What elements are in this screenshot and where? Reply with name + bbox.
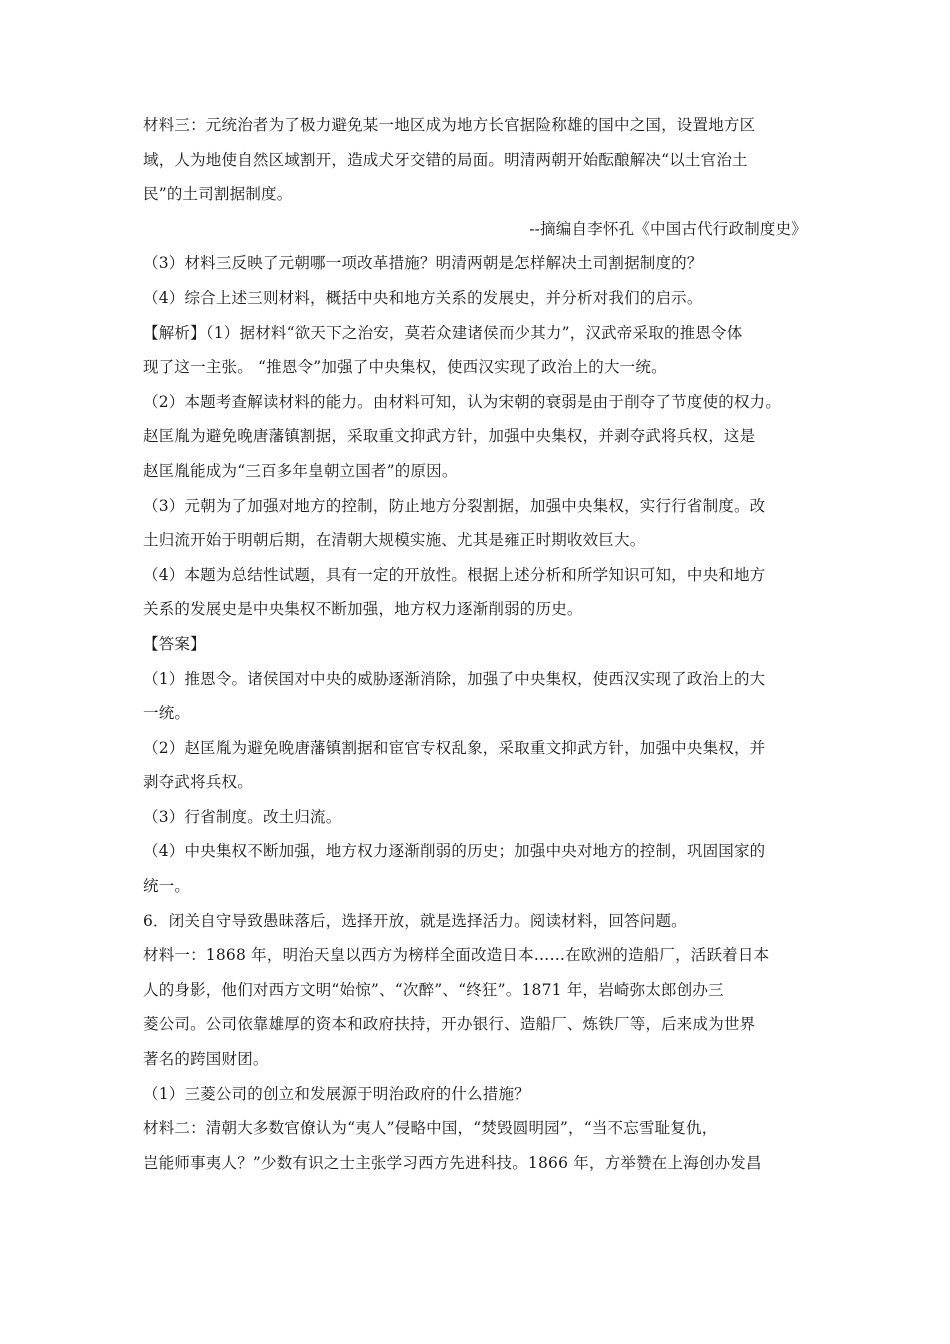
text-line: （4）综合上述三则材料，概括中央和地方关系的发展史，并分析对我们的启示。 (143, 288, 703, 307)
text-line: 【答案】 (143, 634, 206, 653)
text-line: 【解析】（1）据材料“欲天下之治安，莫若众建诸侯而少其力”，汉武帝采取的推恩令体 (143, 323, 743, 342)
document-body (143, 108, 807, 1180)
text-line: 剥夺武将兵权。 (143, 773, 253, 792)
text-line: 岂能师事夷人？”少数有识之士主张学习西方先进科技。1866 年，方举赞在上海创办发昌 (143, 1153, 762, 1172)
text-line: （4）本题为总结性试题，具有一定的开放性。根据上述分析和所学知识可知，中央和地方 (143, 565, 766, 584)
text-line: 统一。 (143, 877, 191, 896)
text-line: 赵匡胤为避免晚唐藩镇割据，采取重文抑武方针，加强中央集权，并剥夺武将兵权，这是 (143, 427, 756, 446)
text-line: 民”的土司割据制度。 (143, 185, 293, 204)
text-line: 著名的跨国财团。 (143, 1050, 269, 1069)
text-line: 菱公司。公司依靠雄厚的资本和政府扶持，开办银行、造船厂、炼铁厂等，后来成为世界 (143, 1015, 756, 1034)
text-line: 6．闭关自守导致愚昧落后，选择开放，就是选择活力。阅读材料，回答问题。 (143, 911, 687, 930)
text-line: （2）赵匡胤为避免晚唐藩镇割据和宦官专权乱象，采取重文抑武方针，加强中央集权，并 (143, 738, 766, 757)
text-line: 人的身影，他们对西方文明“始惊”、“次醉”、“终狂”。1871 年，岩崎弥太郎创办三 (143, 980, 724, 999)
text-line: （3）元朝为了加强对地方的控制，防止地方分裂割据，加强中央集权，实行行省制度。改 (143, 496, 766, 515)
text-line: （1）推恩令。诸侯国对中央的威胁逐渐消除，加强了中央集权，使西汉实现了政治上的大 (143, 669, 766, 688)
text-line: （3）行省制度。改土归流。 (143, 807, 342, 826)
text-line: 域，人为地使自然区域割开，造成犬牙交错的局面。明清两朝开始酝酿解决“以土官治土 (143, 150, 748, 169)
text-line: 现了这一主张。 “推恩令”加强了中央集权，使西汉实现了政治上的大一统。 (143, 358, 667, 377)
text-line: （2）本题考查解读材料的能力。由材料可知，认为宋朝的衰弱是由于削夺了节度使的权力。 (143, 392, 782, 411)
text-line: 赵匡胤能成为“三百多年皇朝立国者”的原因。 (143, 461, 458, 480)
text-line: （3）材料三反映了元朝哪一项改革措施？明清两朝是怎样解决土司割据制度的？ (143, 254, 703, 273)
text-line: 材料三：元统治者为了极力避免某一地区成为地方长官据险称雄的国中之国，设置地方区 (143, 116, 756, 134)
text-line: 材料二：清朝大多数官僚认为“夷人”侵略中国，“焚毁圆明园”，“当不忘雪耻复仇， (143, 1119, 718, 1138)
text-line: （4）中央集权不断加强，地方权力逐渐削弱的历史；加强中央对地方的控制，巩固国家的 (143, 842, 766, 861)
text-line: 材料一：1868 年，明治天皇以西方为榜样全面改造日本……在欧洲的造船厂，活跃着日本 (143, 946, 770, 965)
text-line: 关系的发展史是中央集权不断加强，地方权力逐渐削弱的历史。 (143, 600, 583, 619)
text-line: 一统。 (143, 704, 191, 723)
text-line: 土归流开始于明朝后期，在清朝大规模实施、尤其是雍正时期收效巨大。 (143, 531, 646, 550)
text-line: --摘编自李怀孔《中国古代行政制度史》 (529, 219, 807, 238)
text-line: （1）三菱公司的创立和发展源于明治政府的什么措施？ (143, 1084, 530, 1103)
